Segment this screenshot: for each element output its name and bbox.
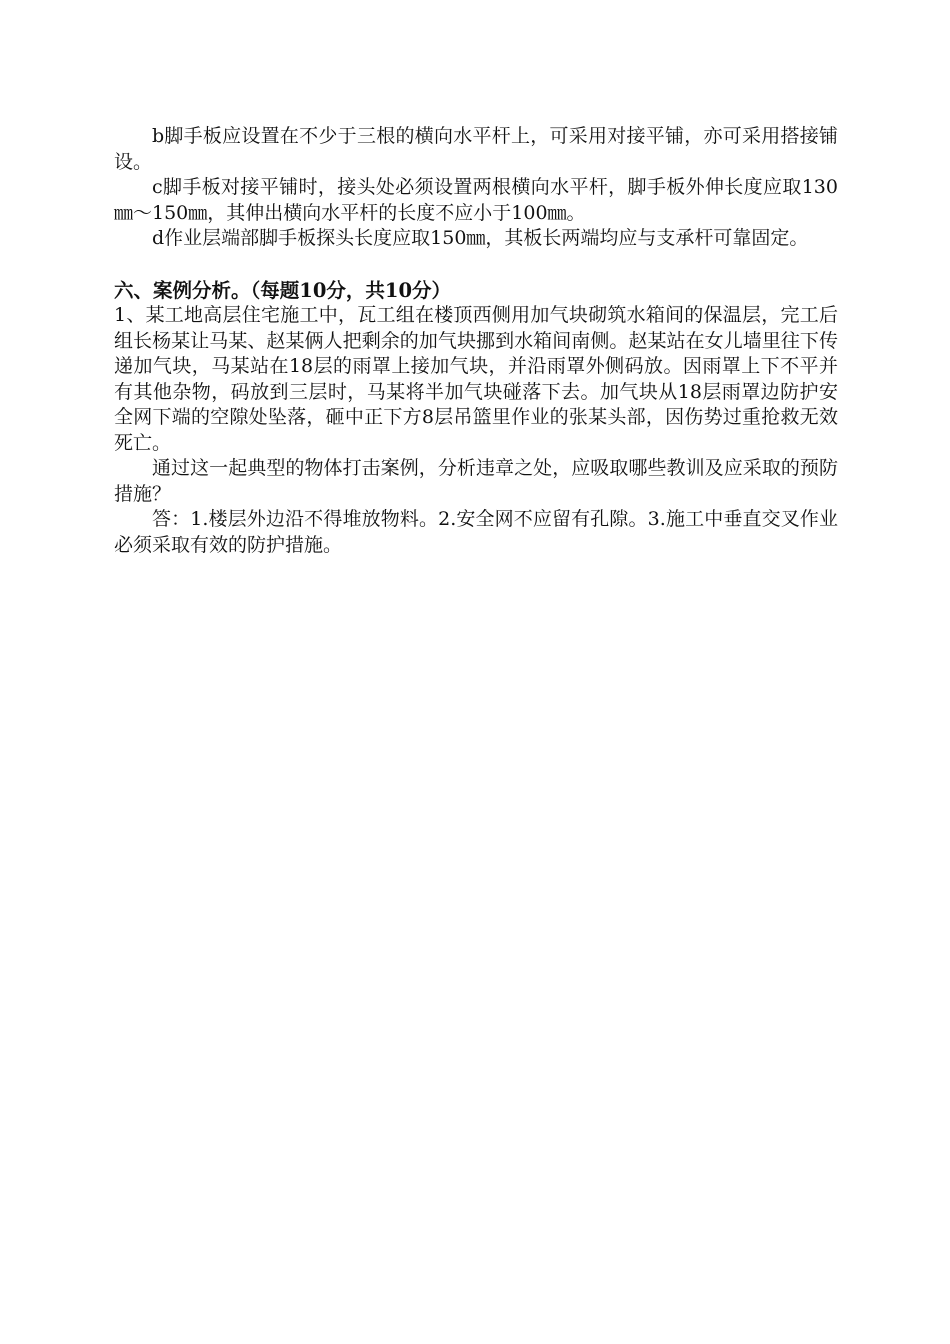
section-heading: 六、案例分析。（每题10分，共10分） [114, 278, 452, 302]
paragraph-c: c脚手板对接平铺时，接头处必须设置两根横向水平杆，脚手板外伸长度应取130㎜～150㎜，其伸出横向水平杆的长度不应小于100㎜。 [114, 176, 838, 224]
document-body [114, 124, 838, 558]
paragraph-b: b脚手板应设置在不少于三根的横向水平杆上，可采用对接平铺，亦可采用搭接铺设。 [114, 125, 838, 173]
case-description: 1、某工地高层住宅施工中，瓦工组在楼顶西侧用加气块砌筑水箱间的保温层，完工后组长杨某让马某、赵某俩人把剩余的加气块挪到水箱间南侧。赵某站在女儿墙里往下传递加气块，马某站在18层的雨罩上接加气块，并沿雨罩外侧码放。因雨罩上下不平并有其他杂物，码放到三层时，马某将半加气块碰落下去。加气块从18层雨罩边防护安全网下端的空隙处坠落，砸中正下方8层吊篮里作业的张某头部，因伤势过重抢救无效死亡。 [114, 304, 838, 454]
case-question: 通过这一起典型的物体打击案例，分析违章之处，应吸取哪些教训及应采取的预防措施？ [114, 457, 838, 505]
case-answer: 答：1.楼层外边沿不得堆放物料。2.安全网不应留有孔隙。3.施工中垂直交叉作业必须采取有效的防护措施。 [114, 508, 838, 556]
section-spacer [114, 252, 838, 278]
paragraph-d: d作业层端部脚手板探头长度应取150㎜，其板长两端均应与支承杆可靠固定。 [152, 227, 809, 249]
